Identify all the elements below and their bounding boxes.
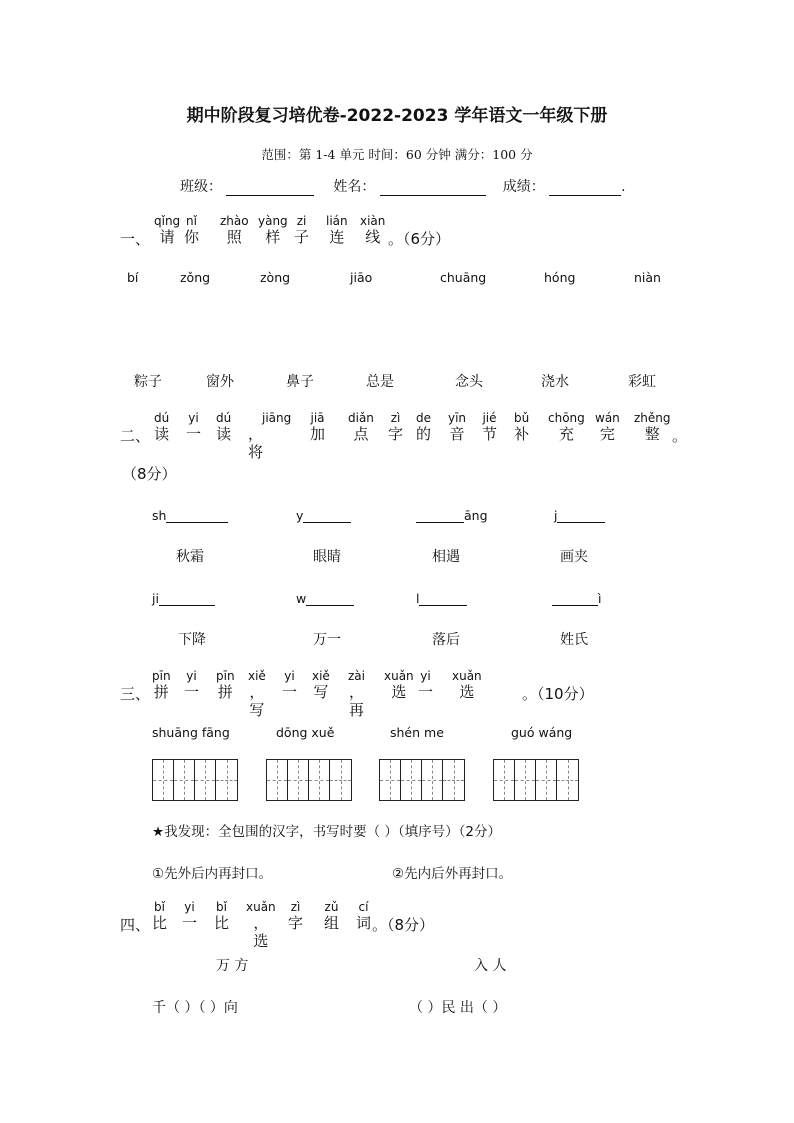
q4-heading-char — [324, 900, 339, 932]
writing-grid-2[interactable] — [266, 759, 352, 801]
heading-character: 比 — [152, 914, 168, 932]
q3-pinyin-3: shén me — [390, 725, 444, 740]
heading-character: 组 — [324, 914, 340, 932]
pinyin-annotation: xuǎn — [246, 900, 276, 914]
pinyin-annotation: zhěng — [634, 411, 671, 425]
q2-blank-8[interactable]: ì — [552, 591, 601, 606]
q4-fill-2[interactable]: （ ）民 出（ ） — [409, 1000, 507, 1016]
q2-heading-char — [634, 411, 671, 443]
exam-subtitle: 范围：第 1-4 单元 时间：60 分钟 满分：100 分 — [261, 147, 533, 162]
q3-heading-char — [418, 669, 433, 701]
pinyin-annotation: jié — [482, 411, 497, 425]
q1-heading-char — [360, 214, 385, 246]
heading-character: 的 — [416, 425, 432, 443]
q2-heading-char — [262, 411, 291, 425]
heading-character: 词 — [356, 914, 372, 932]
q1-heading-char — [220, 214, 249, 246]
heading-character: 一 — [184, 683, 200, 701]
heading-character: ，选 — [253, 914, 269, 950]
pinyin-annotation: yi — [284, 669, 295, 683]
heading-character: 拼 — [217, 683, 233, 701]
info-line: 班级： 姓名： 成绩： . — [180, 179, 626, 195]
q3-heading-char — [216, 669, 235, 701]
heading-character: 完 — [599, 425, 615, 443]
q4-pair-1: 万 方 — [216, 958, 249, 974]
class-field[interactable] — [226, 179, 314, 196]
pinyin-annotation: lián — [326, 214, 348, 228]
class-label: 班级： — [180, 179, 222, 195]
pinyin-annotation: xiě — [248, 669, 266, 683]
heading-character: 比 — [214, 914, 230, 932]
q2-heading-char — [310, 411, 325, 443]
q1-heading-char — [184, 214, 199, 246]
q2-word-1: 秋霜 — [176, 549, 204, 565]
pinyin-annotation: zì — [290, 900, 301, 914]
q1-pinyin-7[interactable]: niàn — [634, 270, 661, 285]
q2-word-3: 相遇 — [432, 549, 460, 565]
q2-blank-4[interactable]: j — [554, 508, 605, 523]
q3-heading-char — [452, 669, 482, 701]
q2-word-2: 眼睛 — [313, 549, 341, 565]
page-title: 期中阶段复习培优卷-2022-2023 学年语文一年级下册 — [186, 106, 608, 126]
q3-heading-char — [282, 669, 297, 701]
pinyin-annotation: diǎn — [348, 411, 374, 425]
heading-character: 子 — [294, 228, 310, 246]
heading-character: 读 — [154, 425, 170, 443]
q3-heading-char — [312, 669, 330, 701]
heading-character: 点 — [353, 425, 369, 443]
pinyin-annotation: xiě — [312, 669, 330, 683]
heading-character: 请 — [159, 228, 175, 246]
writing-grid-3[interactable] — [379, 759, 465, 801]
pinyin-annotation: dú — [154, 411, 170, 425]
heading-character: 线 — [365, 228, 381, 246]
q2-heading-char — [186, 411, 201, 443]
q1-pinyin-3[interactable]: zòng — [260, 270, 291, 285]
q2-heading-char — [416, 411, 431, 443]
q3-pinyin-4: guó wáng — [511, 725, 573, 740]
writing-grid-1[interactable] — [152, 759, 238, 801]
q3-suffix: 。（10分） — [522, 685, 594, 703]
pinyin-annotation: zi — [296, 214, 307, 228]
pinyin-annotation: yi — [188, 411, 199, 425]
q1-heading-char — [154, 214, 180, 246]
q2-blank-3[interactable]: āng — [416, 508, 488, 523]
q1-word-2[interactable]: 窗外 — [206, 374, 234, 390]
q4-heading-char — [152, 900, 167, 932]
q4-heading-char — [356, 900, 371, 932]
q3-heading-char — [152, 669, 171, 701]
q2-heading-char — [482, 411, 497, 443]
q1-suffix: 。（6分） — [388, 230, 451, 248]
name-field[interactable] — [380, 179, 486, 196]
q1-word-5[interactable]: 念头 — [455, 374, 483, 390]
q2-blank-1[interactable]: sh — [152, 508, 228, 523]
q2-heading-char — [154, 411, 169, 443]
heading-character: 补 — [514, 425, 530, 443]
q2-heading-char — [248, 411, 263, 461]
q2-word-5: 下降 — [178, 632, 206, 648]
q2-word-6: 万一 — [313, 632, 341, 648]
heading-character: 你 — [184, 228, 200, 246]
heading-character: ，写 — [249, 683, 265, 719]
q2-blank-2[interactable]: y — [296, 508, 351, 523]
q4-heading-char — [214, 900, 229, 932]
heading-character: 字 — [288, 914, 304, 932]
pinyin-annotation: zì — [390, 411, 401, 425]
score-field[interactable] — [549, 179, 621, 196]
pinyin-annotation: jiā — [310, 411, 325, 425]
q3-pinyin-1: shuāng fāng — [152, 725, 230, 740]
q4-heading-char — [288, 900, 303, 932]
q4-pair-2: 入 人 — [474, 958, 507, 974]
q1-heading-char — [294, 214, 309, 246]
pinyin-annotation: nǐ — [186, 214, 197, 228]
q3-heading-char — [248, 669, 266, 719]
pinyin-annotation — [248, 411, 263, 425]
q4-suffix: 。（8分） — [372, 916, 435, 934]
pinyin-annotation: yi — [184, 900, 195, 914]
q2-heading-char — [514, 411, 529, 443]
q1-word-4[interactable]: 总是 — [366, 374, 394, 390]
q2-word-4: 画夹 — [560, 549, 588, 565]
heading-character: 节 — [482, 425, 498, 443]
pinyin-annotation: pīn — [216, 669, 235, 683]
q4-heading-char — [182, 900, 197, 932]
pinyin-annotation: yi — [186, 669, 197, 683]
heading-character: 一 — [186, 425, 202, 443]
q1-heading-char — [326, 214, 348, 246]
q2-word-8: 姓氏 — [560, 632, 588, 648]
q2-word-7: 落后 — [432, 632, 460, 648]
pinyin-annotation: xuǎn — [384, 669, 414, 683]
q2-blank-6[interactable]: w — [296, 591, 354, 606]
pinyin-annotation: xuǎn — [452, 669, 482, 683]
pinyin-annotation: jiāng — [262, 411, 292, 425]
q1-pinyin-5[interactable]: chuāng — [440, 270, 487, 285]
heading-character: 整 — [644, 425, 660, 443]
pinyin-annotation: bǔ — [514, 411, 530, 425]
q3-option-1: ①先外后内再封口。 — [152, 866, 273, 882]
q1-word-3[interactable]: 鼻子 — [286, 374, 314, 390]
heading-character: 写 — [313, 683, 329, 701]
pinyin-annotation: yīn — [448, 411, 467, 425]
pinyin-annotation: de — [416, 411, 431, 425]
q1-word-6[interactable]: 浇水 — [541, 374, 569, 390]
q4-prefix: 四、 — [120, 916, 151, 934]
heading-character: 连 — [329, 228, 345, 246]
q3-heading-char — [348, 669, 365, 719]
pinyin-annotation: zài — [348, 669, 365, 683]
pinyin-annotation: bǐ — [216, 900, 227, 914]
pinyin-annotation: wán — [595, 411, 620, 425]
q2-score: （8分） — [122, 465, 177, 483]
writing-grid-4[interactable] — [493, 759, 579, 801]
q2-heading-char — [595, 411, 620, 443]
heading-character: 选 — [459, 683, 475, 701]
q2-heading-char — [448, 411, 466, 443]
heading-character: 一 — [282, 683, 298, 701]
q3-option-2: ②先内后外再封口。 — [392, 866, 513, 882]
pinyin-annotation: qǐng — [154, 214, 181, 228]
pinyin-annotation: yi — [420, 669, 431, 683]
q2-prefix: 二、 — [120, 427, 151, 445]
name-label: 姓名： — [333, 179, 376, 195]
pinyin-annotation: pīn — [152, 669, 171, 683]
q4-heading-char — [246, 900, 276, 950]
pinyin-annotation: zhào — [220, 214, 249, 228]
heading-character: ，再 — [348, 683, 364, 719]
q1-pinyin-1[interactable]: bí — [127, 270, 139, 285]
q1-pinyin-2[interactable]: zǒng — [180, 270, 211, 285]
q1-pinyin-4[interactable]: jiāo — [350, 270, 373, 285]
q2-heading-char — [388, 411, 403, 443]
q2-heading-char — [548, 411, 585, 443]
pinyin-annotation: xiàn — [360, 214, 386, 228]
heading-character: 字 — [388, 425, 404, 443]
heading-character: 音 — [449, 425, 465, 443]
q3-heading-char — [384, 669, 414, 701]
heading-character: 加 — [310, 425, 326, 443]
pinyin-annotation: chōng — [548, 411, 585, 425]
heading-character: 一 — [418, 683, 434, 701]
q2-blank-7[interactable]: l — [416, 591, 467, 606]
q2-heading-char — [348, 411, 374, 443]
q1-pinyin-6[interactable]: hóng — [544, 270, 576, 285]
heading-character: 读 — [216, 425, 232, 443]
q1-heading-char — [258, 214, 288, 246]
heading-character: 照 — [226, 228, 242, 246]
heading-character: 拼 — [153, 683, 169, 701]
q1-prefix: 一、 — [120, 230, 151, 248]
q2-heading-char — [216, 411, 231, 443]
q4-fill-1[interactable]: 千（ ）（ ）向 — [152, 1000, 238, 1016]
heading-character: 充 — [558, 425, 574, 443]
q1-word-7[interactable]: 彩虹 — [628, 374, 656, 390]
heading-character: 一 — [182, 914, 198, 932]
heading-character: 选 — [391, 683, 407, 701]
pinyin-annotation: zǔ — [324, 900, 339, 914]
pinyin-annotation: yàng — [258, 214, 288, 228]
pinyin-annotation: dú — [216, 411, 232, 425]
pinyin-annotation: cí — [358, 900, 369, 914]
q2-blank-5[interactable]: ji — [152, 591, 215, 606]
q3-pinyin-2: dōng xuě — [276, 725, 335, 740]
q1-word-1[interactable]: 粽子 — [134, 374, 162, 390]
heading-character: ，将 — [248, 425, 264, 461]
heading-character: 样 — [265, 228, 281, 246]
q3-discover: ★我发现：全包围的汉字，书写时要（ ）（填序号）（2分） — [152, 824, 501, 840]
q3-heading-char — [184, 669, 199, 701]
score-label: 成绩： — [502, 179, 545, 195]
q3-prefix: 三、 — [120, 685, 151, 703]
q2-suffix: 。 — [672, 427, 688, 445]
pinyin-annotation: bǐ — [154, 900, 165, 914]
